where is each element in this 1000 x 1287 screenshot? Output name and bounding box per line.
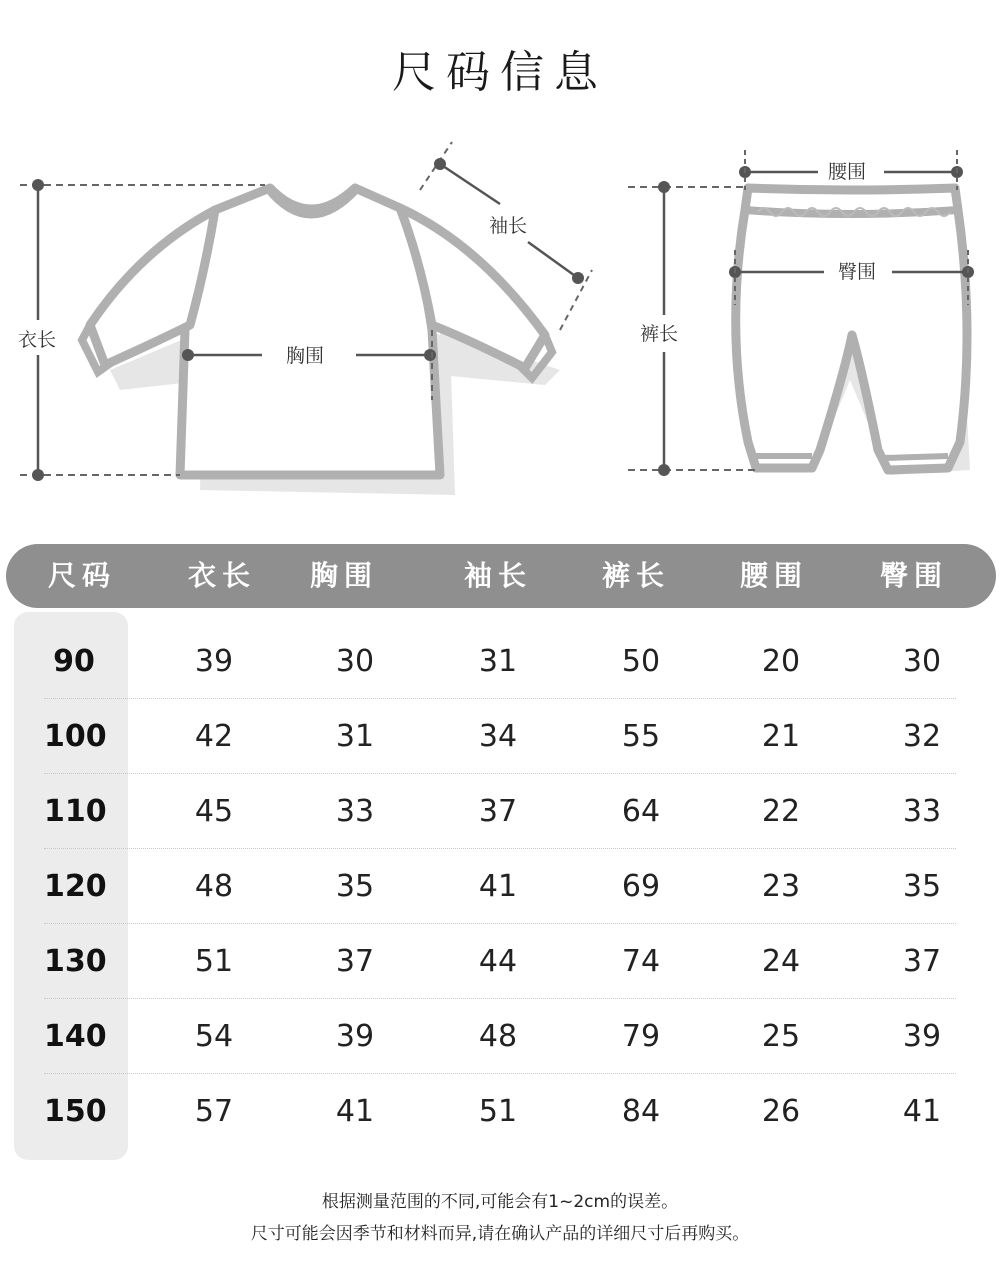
pants-length-label: 裤长 [640, 323, 679, 345]
waist-cell: 26 [761, 1094, 801, 1129]
table-row [44, 699, 956, 774]
sleeve-cell: 44 [478, 944, 518, 979]
header-pants-length: 裤长 [601, 559, 670, 592]
sleeve-cell: 51 [478, 1094, 518, 1129]
pants-length-cell: 84 [621, 1094, 661, 1129]
table-row [44, 999, 956, 1074]
chest-cell: 39 [335, 1019, 375, 1054]
note-line: 根据测量范围的不同,可能会有1~2cm的误差。 [321, 1192, 679, 1212]
chest-cell: 41 [335, 1094, 375, 1129]
table-row [44, 774, 956, 849]
pants-length-cell: 69 [621, 869, 661, 904]
hip-cell: 39 [902, 1019, 942, 1054]
waist-cell: 23 [761, 869, 801, 904]
pants-length-cell: 55 [621, 719, 661, 754]
note-line: 尺寸可能会因季节和材料而异,请在确认产品的详细尺寸后再购买。 [250, 1224, 750, 1244]
measurement-diagram [0, 130, 1000, 510]
pants-length-cell: 50 [621, 644, 661, 679]
chest-cell: 37 [335, 944, 375, 979]
size-notes [0, 1186, 1000, 1250]
chest-cell: 31 [335, 719, 375, 754]
table-row [44, 624, 956, 699]
page-title: 尺码信息 [392, 47, 608, 98]
hip-cell: 37 [902, 944, 942, 979]
size-cell: 120 [44, 869, 107, 904]
waist-label: 腰围 [828, 161, 867, 183]
chest-label: 胸围 [286, 345, 325, 367]
top-length-cell: 48 [194, 869, 234, 904]
size-cell: 110 [44, 794, 107, 829]
size-cell: 130 [44, 944, 107, 979]
sleeve-cell: 34 [478, 719, 518, 754]
header-waist: 腰围 [739, 559, 808, 592]
hip-cell: 41 [902, 1094, 942, 1129]
size-cell: 100 [44, 719, 107, 754]
chest-cell: 35 [335, 869, 375, 904]
table-row [44, 924, 956, 999]
waist-cell: 20 [761, 644, 801, 679]
waist-cell: 21 [761, 719, 801, 754]
table-row [44, 1074, 956, 1149]
waist-cell: 22 [761, 794, 801, 829]
hip-cell: 32 [902, 719, 942, 754]
size-cell: 140 [44, 1019, 107, 1054]
chest-cell: 33 [335, 794, 375, 829]
top-length-cell: 45 [194, 794, 234, 829]
top-length-cell: 39 [194, 644, 234, 679]
hip-label: 臀围 [838, 261, 877, 283]
hip-cell: 35 [902, 869, 942, 904]
sleeve-cell: 31 [478, 644, 518, 679]
pants-length-cell: 74 [621, 944, 661, 979]
table-row [44, 849, 956, 924]
sleeve-cell: 37 [478, 794, 518, 829]
hip-cell: 30 [902, 644, 942, 679]
top-length-label: 衣长 [18, 329, 57, 351]
top-length-cell: 51 [194, 944, 234, 979]
size-cell: 150 [44, 1094, 107, 1129]
sleeve-cell: 48 [478, 1019, 518, 1054]
chest-cell: 30 [335, 644, 375, 679]
pants-length-cell: 79 [621, 1019, 661, 1054]
sleeve-cell: 41 [478, 869, 518, 904]
header-size: 尺码 [47, 559, 116, 592]
size-table-header [6, 544, 996, 608]
top-length-cell: 57 [194, 1094, 234, 1129]
size-cell: 90 [53, 644, 95, 679]
pants-length-cell: 64 [621, 794, 661, 829]
header-chest: 胸围 [309, 559, 378, 592]
header-top-length: 衣长 [187, 559, 256, 592]
waist-cell: 25 [761, 1019, 801, 1054]
pants-illustration [736, 188, 970, 475]
top-length-cell: 54 [194, 1019, 234, 1054]
sleeve-label: 袖长 [489, 215, 528, 237]
hip-cell: 33 [902, 794, 942, 829]
top-length-cell: 42 [194, 719, 234, 754]
waist-cell: 24 [761, 944, 801, 979]
header-sleeve: 袖长 [463, 559, 532, 592]
header-hip: 臀围 [879, 559, 948, 592]
